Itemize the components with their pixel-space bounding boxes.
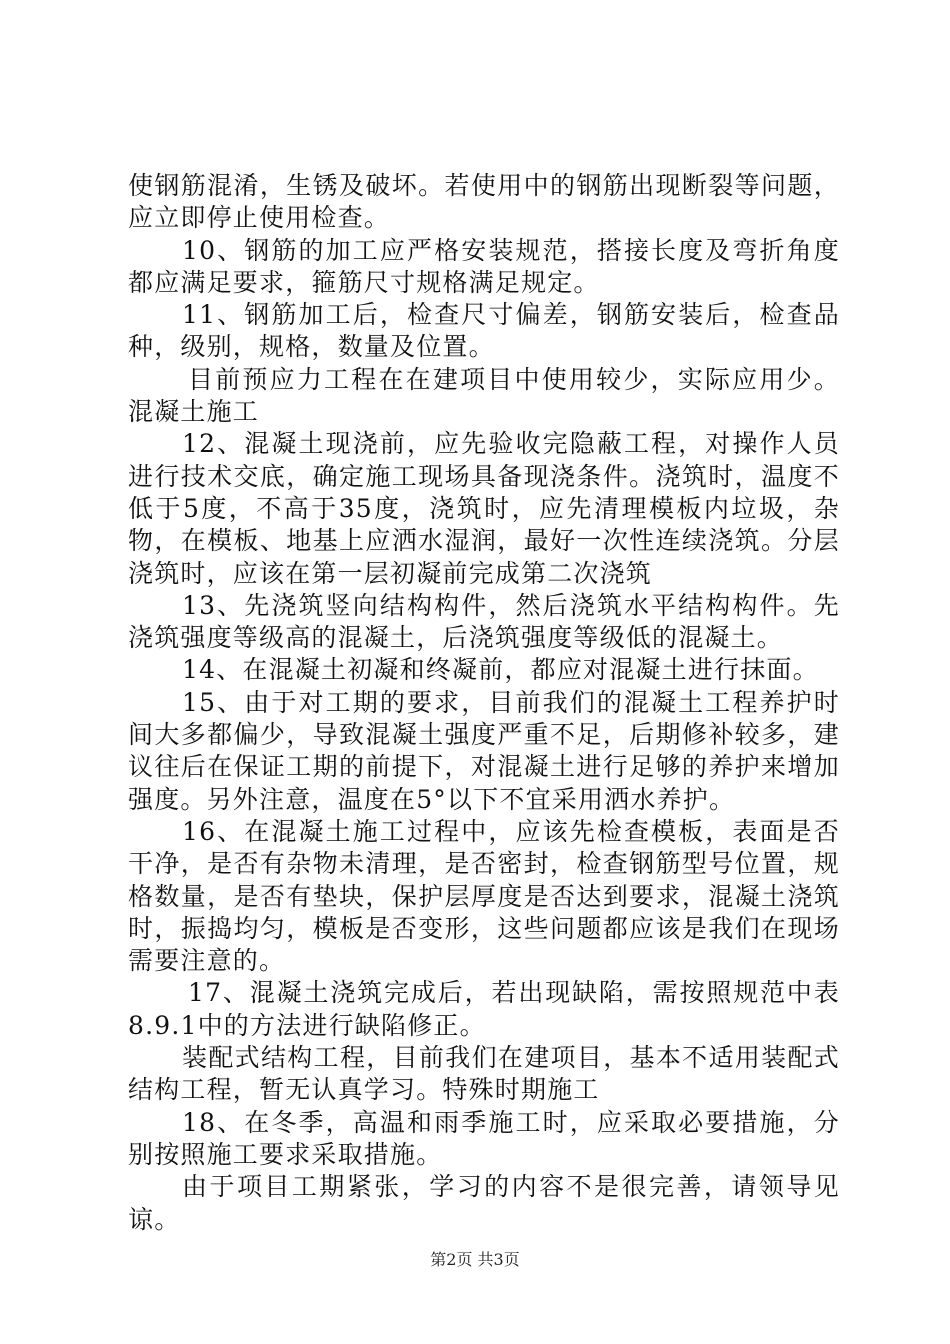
paragraph-10: 17、混凝土浇筑完成后，若出现缺陷，需按照规范中表8.9.1中的方法进行缺陷修正。 (128, 978, 840, 1040)
paragraph-6: 13、先浇筑竖向结构构件，然后浇筑水平结构构件。先浇筑强度等级高的混凝土，后浇筑强度等级低的混凝土。 (128, 590, 840, 653)
paragraph-2: 10、钢筋的加工应严格安装规范，搭接长度及弯折角度都应满足要求，箍筋尺寸规格满足规定。 (128, 235, 840, 297)
paragraph-5: 12、混凝土现浇前，应先验收完隐蔽工程，对操作人员进行技术交底，确定施工现场具备现浇条件。浇筑时，温度不低于5度，不高于35度，浇筑时，应先清理模板内垃圾，杂物，在模板、地基上应洒水湿润，最好一次性连续浇筑。分层浇筑时，应该在第一层初凝前完成第二次浇筑 (128, 429, 840, 588)
paragraph-4: 目前预应力工程在在建项目中使用较少，实际应用少。混凝土施工 (128, 364, 840, 427)
paragraph-12: 18、在冬季，高温和雨季施工时，应采取必要措施，分别按照施工要求采取措施。 (128, 1107, 840, 1169)
paragraph-3: 11、钢筋加工后，检查尺寸偏差，钢筋安装后，检查品种，级别，规格，数量及位置。 (128, 300, 840, 362)
paragraph-13: 由于项目工期紧张，学习的内容不是很完善，请领导见谅。 (128, 1172, 840, 1234)
paragraph-9: 16、在混凝土施工过程中，应该先检查模板，表面是否干净，是否有杂物未清理，是否密封，检查钢筋型号位置，规格数量，是否有垫块，保护层厚度是否达到要求，混凝土浇筑时，振捣均匀，模板是否变形，这些问题都应该是我们在现场需要注意的。 (128, 816, 840, 976)
paragraph-1: 使钢筋混淆，生锈及破坏。若使用中的钢筋出现断裂等问题，应立即停止使用检查。 (128, 171, 840, 233)
page-number-footer: 第2页 共3页 (430, 1250, 520, 1269)
paragraph-11: 装配式结构工程，目前我们在建项目，基本不适用装配式结构工程，暂无认真学习。特殊时期施工 (128, 1043, 840, 1105)
paragraph-7: 14、在混凝土初凝和终凝前，都应对混凝土进行抹面。 (182, 655, 819, 685)
document-body (128, 170, 840, 1236)
paragraph-8: 15、由于对工期的要求，目前我们的混凝土工程养护时间大多都偏少，导致混凝土强度严重不足，后期修补较多，建议往后在保证工期的前提下，对混凝土进行足够的养护来增加强度。另外注意，温度在5°以下不宜采用洒水养护。 (128, 687, 840, 814)
